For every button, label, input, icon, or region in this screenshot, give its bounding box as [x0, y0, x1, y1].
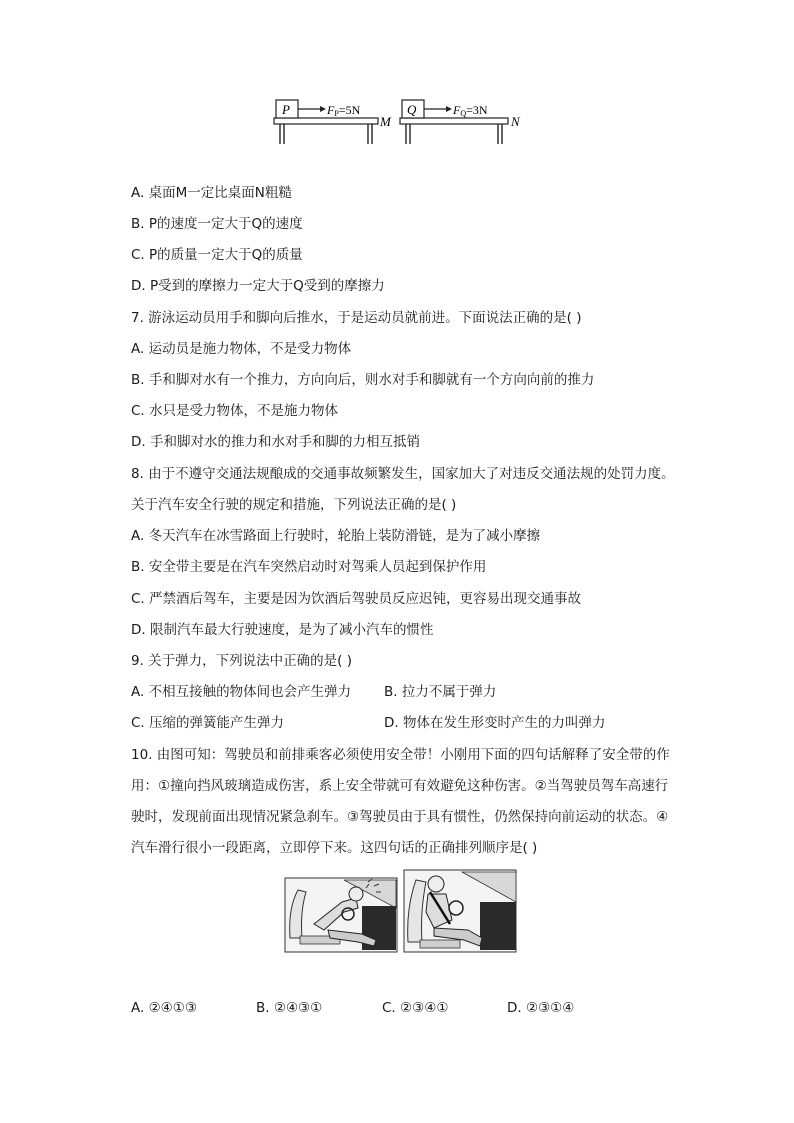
q7-option-a: A. 运动员是施力物体，不是受力物体 [131, 341, 352, 357]
q10-option-c: C. ②③④① [382, 1000, 449, 1016]
q7-option-c: C. 水只是受力物体，不是施力物体 [131, 403, 339, 419]
q10-option-b: B. ②④③① [256, 1000, 323, 1016]
q9-stem: 9. 关于弹力，下列说法中正确的是( ) [131, 653, 352, 669]
seatbelt-illustration [284, 868, 518, 954]
q6-option-c: C. P的质量一定大于Q的质量 [131, 247, 303, 263]
q8-stem-line2: 关于汽车安全行驶的规定和措施，下列说法正确的是( ) [131, 497, 457, 513]
q7-option-b: B. 手和脚对水有一个推力，方向向后，则水对手和脚就有一个方向向前的推力 [131, 372, 595, 388]
block-q-label: Q [407, 102, 417, 117]
table-n-label: N [511, 114, 520, 129]
q6-option-a: A. 桌面M一定比桌面N粗糙 [131, 185, 292, 201]
q8-option-a: A. 冬天汽车在冰雪路面上行驶时，轮胎上装防滑链，是为了减小摩擦 [131, 528, 541, 544]
q10-stem-line3: 驶时，发现前面出现情况紧急刹车。③驾驶员由于具有惯性，仍然保持向前运动的状态。④ [131, 809, 669, 825]
friction-figure [272, 96, 532, 148]
q10-stem-line4: 汽车滑行很小一段距离，立即停下来。这四句话的正确排列顺序是( ) [131, 840, 538, 856]
q10-option-a: A. ②④①③ [131, 1000, 197, 1016]
q8-option-b: B. 安全带主要是在汽车突然启动时对驾乘人员起到保护作用 [131, 559, 487, 575]
q9-option-a: A. 不相互接触的物体间也会产生弹力 [131, 684, 352, 700]
q10-stem-line1: 10. 由图可知：驾驶员和前排乘客必须使用安全带！小刚用下面的四句话解释了安全带的作 [131, 747, 670, 763]
q6-option-b: B. P的速度一定大于Q的速度 [131, 216, 303, 232]
q8-option-c: C. 严禁酒后驾车，主要是因为饮酒后驾驶员反应迟钝，更容易出现交通事故 [131, 591, 582, 607]
force-q-label: FQ=3N [453, 103, 488, 118]
q7-stem: 7. 游泳运动员用手和脚向后推水，于是运动员就前进。下面说法正确的是( ) [131, 310, 582, 326]
q10-stem-line2: 用：①撞向挡风玻璃造成伤害，系上安全带就可有效避免这种伤害。②当驾驶员驾车高速行 [131, 778, 669, 794]
driver-with-belt-image [404, 870, 516, 952]
force-p-label: FP=5N [327, 103, 361, 118]
q9-option-c: C. 压缩的弹簧能产生弹力 [131, 715, 285, 731]
q8-option-d: D. 限制汽车最大行驶速度，是为了减小汽车的惯性 [131, 622, 434, 638]
q8-stem-line1: 8. 由于不遵守交通法规酿成的交通事故频繁发生，国家加大了对违反交通法规的处罚力度。 [131, 466, 675, 482]
table-n [400, 118, 508, 124]
q9-option-d: D. 物体在发生形变时产生的力叫弹力 [384, 715, 606, 731]
q9-option-b: B. 拉力不属于弹力 [384, 684, 497, 700]
q6-option-d: D. P受到的摩擦力一定大于Q受到的摩擦力 [131, 278, 385, 294]
driver-no-belt-image [285, 878, 397, 952]
table-m [274, 118, 378, 124]
q7-option-d: D. 手和脚对水的推力和水对手和脚的力相互抵销 [131, 434, 420, 450]
block-p-label: P [282, 102, 290, 117]
q10-option-d: D. ②③①④ [507, 1000, 575, 1016]
table-m-label: M [380, 114, 391, 129]
